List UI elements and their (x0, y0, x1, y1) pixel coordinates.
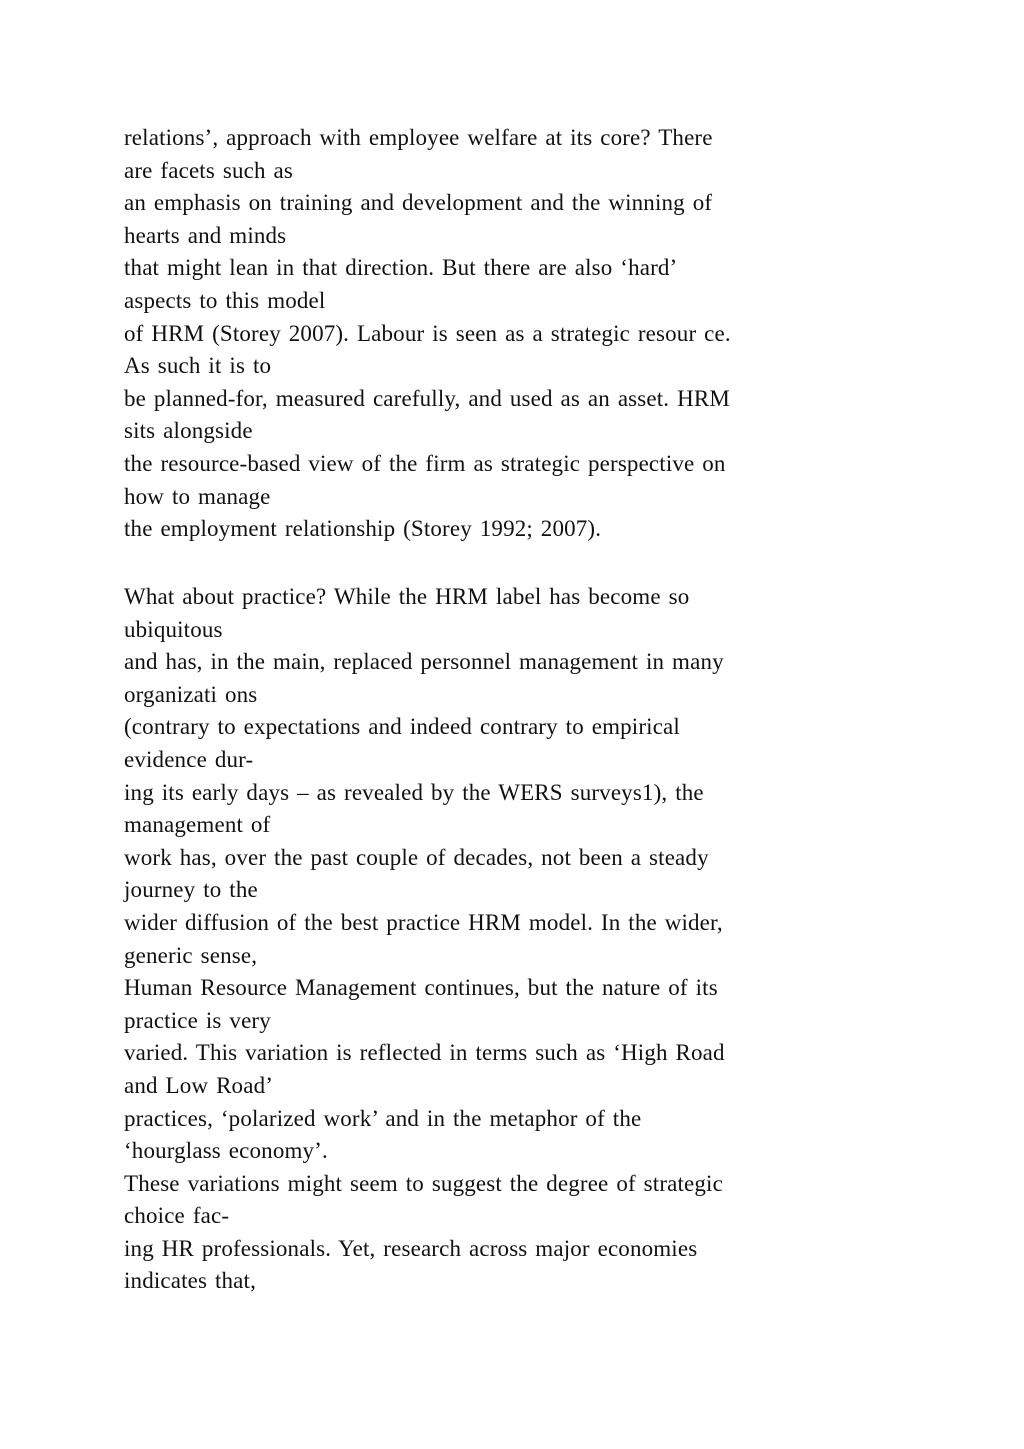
text-line: are facets such as (124, 157, 293, 183)
text-line: evidence dur- (124, 746, 254, 772)
text-line: Human Resource Management continues, but the nature of its (124, 975, 718, 1001)
text-line: wider diffusion of the best practice HRM model. In the wider, (124, 909, 723, 935)
text-line: ‘hourglass economy’. (124, 1138, 328, 1164)
text-line: What about practice? While the HRM label has become so (124, 584, 690, 609)
text-line: management of (124, 812, 271, 838)
text-line: ubiquitous (124, 616, 223, 642)
text-line: practice is very (124, 1007, 271, 1033)
text-line: ing HR professionals. Yet, research across major economies (124, 1235, 698, 1261)
text-line: the employment relationship (Storey 1992; 2007). (124, 516, 602, 542)
text-line: be planned-for, measured carefully, and used as an asset. HRM (124, 385, 730, 411)
paragraph-hrm-practice (124, 581, 914, 1298)
text-line: relations’, approach with employee welfare at its core? There (124, 125, 713, 150)
text-line: (contrary to expectations and indeed contrary to empirical (124, 714, 680, 740)
text-line: and has, in the main, replaced personnel management in many (124, 649, 724, 675)
text-line: an emphasis on training and development and the winning of (124, 190, 713, 216)
text-line: sits alongside (124, 418, 253, 444)
text-line: varied. This variation is reflected in terms such as ‘High Road (124, 1040, 725, 1066)
paragraph-hrm-model (124, 122, 914, 546)
text-line: indicates that, (124, 1268, 256, 1294)
text-line: hearts and minds (124, 222, 287, 248)
text-line: journey to the (124, 877, 258, 903)
text-line: and Low Road’ (124, 1072, 274, 1098)
text-line: practices, ‘polarized work’ and in the metaphor of the (124, 1105, 642, 1131)
text-line: how to manage (124, 483, 271, 509)
text-line: generic sense, (124, 942, 258, 968)
text-line: work has, over the past couple of decades, not been a steady (124, 844, 709, 870)
text-line: that might lean in that direction. But there are also ‘hard’ (124, 255, 678, 281)
text-line: the resource-based view of the firm as strategic perspective on (124, 450, 726, 476)
text-line: As such it is to (124, 353, 272, 379)
text-line: organizati ons (124, 681, 258, 707)
text-line: ing its early days – as revealed by the WERS surveys1), the (124, 779, 704, 805)
text-line: aspects to this model (124, 287, 326, 313)
text-line: choice fac- (124, 1203, 230, 1229)
text-line: of HRM (Storey 2007). Labour is seen as a strategic resour ce. (124, 320, 731, 346)
text-line: These variations might seem to suggest the degree of strategic (124, 1170, 723, 1196)
